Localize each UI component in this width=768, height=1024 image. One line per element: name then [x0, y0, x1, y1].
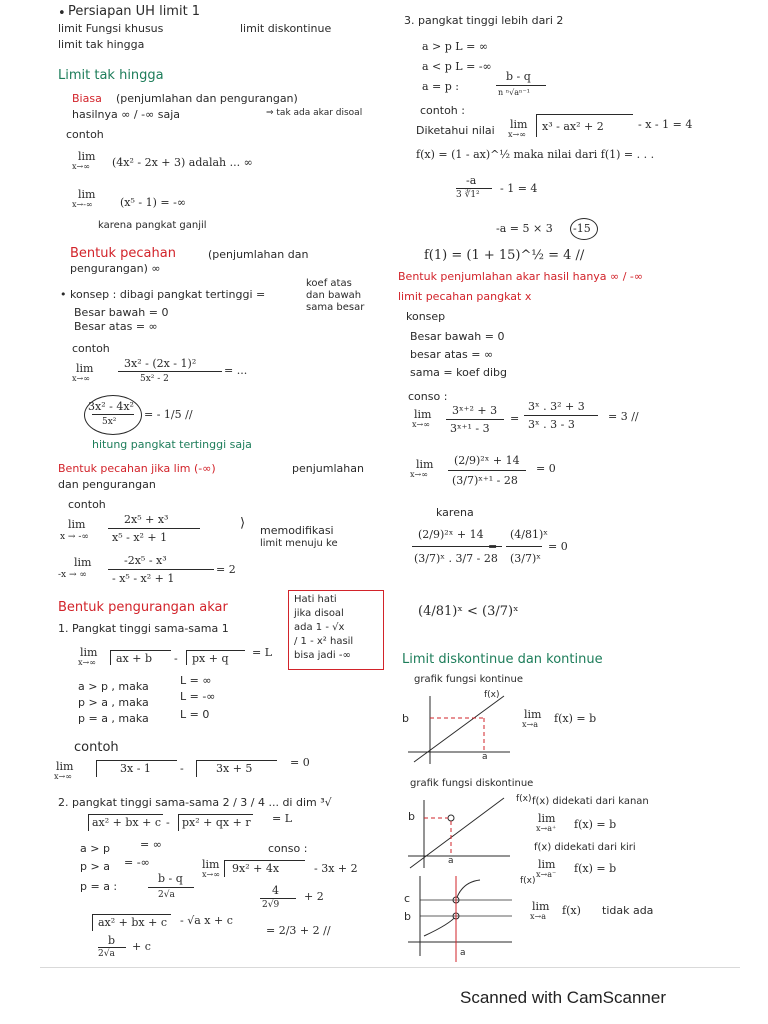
- hasilnya-text: hasilnya ∞ / -∞ saja: [72, 108, 181, 121]
- d-case-3-num: b - q: [158, 872, 183, 885]
- section-title-pangkat-x: limit pecahan pangkat x: [398, 290, 532, 303]
- w-num: -a: [466, 174, 477, 187]
- gd1-res: f(x) = b: [574, 818, 617, 831]
- d-case-3: p = a :: [80, 880, 118, 893]
- ex2-expr: (x⁵ - 1) = -∞: [120, 196, 186, 209]
- case-1-value: L = ∞: [180, 674, 212, 687]
- r2-sub: x→∞: [54, 772, 72, 781]
- e-case-3-num: b - q: [506, 70, 531, 83]
- g3-result: = 0: [548, 540, 568, 553]
- graph-disk2-c: c: [404, 892, 411, 905]
- graph-disk2-a: a: [460, 948, 466, 958]
- besar-bawah-r: Besar bawah = 0: [410, 330, 505, 343]
- w-rest: - 1 = 4: [500, 182, 538, 195]
- g3-num: (2/9)²ˣ + 14: [418, 528, 484, 541]
- ex4-num: 2x⁵ + x³: [124, 513, 169, 526]
- e-case-3: a = p :: [422, 80, 460, 93]
- besar-atas-r: besar atas = ∞: [410, 348, 494, 361]
- gd1-sub: x→a⁺: [536, 824, 557, 833]
- g3-den: (3/7)ˣ . 3/7 - 28: [414, 552, 498, 565]
- r2-a: 3x - 1: [120, 762, 151, 775]
- graph-kontinue: [400, 690, 520, 770]
- ex3-den: 5x² - 2: [140, 374, 169, 384]
- ex5-frac-bar: [108, 569, 214, 570]
- g3-den2: (3/7)ˣ: [510, 552, 541, 565]
- contoh-label: contoh: [66, 128, 104, 141]
- g1-lim: lim: [414, 408, 432, 421]
- r2-eq: = 0: [290, 756, 310, 769]
- r1-lim: lim: [80, 646, 98, 659]
- warning-line-4: / 1 - x² hasil: [294, 636, 354, 647]
- contoh-r-label: contoh :: [420, 104, 465, 117]
- sub3-title: 3. pangkat tinggi lebih dari 2: [404, 14, 564, 27]
- g3-bar2: [506, 546, 542, 547]
- graph-disk1-b: b: [408, 810, 415, 823]
- r2-lim: lim: [56, 760, 74, 773]
- gd1-text: f(x) didekati dari kanan: [532, 796, 649, 807]
- dik-lim: lim: [510, 118, 528, 131]
- konsep-text: • konsep : dibagi pangkat tertinggi =: [60, 288, 266, 301]
- d-case-3-bar: [148, 887, 194, 888]
- w3-text: f(1) = (1 + 15)^½ = 4 //: [424, 248, 585, 263]
- r1-sub: x→∞: [78, 658, 96, 667]
- r4-bar: [260, 898, 296, 899]
- r4-b: - 3x + 2: [314, 862, 358, 875]
- ex3-eq: = ...: [224, 364, 248, 377]
- warning-line-5: bisa jadi -∞: [294, 650, 351, 661]
- e-case-3-bar: [496, 85, 546, 86]
- gk-sub: x→a: [522, 720, 538, 729]
- r1-eq: = L: [252, 646, 273, 659]
- r4-sub: x→∞: [202, 870, 220, 879]
- contoh3-label: contoh: [68, 498, 106, 511]
- case-2-value: L = -∞: [180, 690, 216, 703]
- w-bar: [456, 188, 492, 189]
- sec3-desc: penjumlahan: [292, 462, 364, 475]
- r3-eq: = L: [272, 812, 293, 825]
- gd2-sub: x→a⁻: [536, 870, 557, 879]
- graph-disk-title: grafik fungsi diskontinue: [410, 778, 534, 789]
- r4-plus: + 2: [304, 890, 324, 903]
- g2-lim: lim: [416, 458, 434, 471]
- gd2-text: f(x) didekati dari kiri: [534, 842, 636, 853]
- sama-r: sama = koef dibg: [410, 366, 507, 379]
- sec3-desc-2: dan pengurangan: [58, 478, 156, 491]
- d-case-2-value: = -∞: [124, 856, 150, 869]
- ex4-frac-bar: [108, 528, 200, 529]
- g1-sub: x→∞: [412, 420, 430, 429]
- graph-disk2-fx: f(x): [520, 876, 536, 886]
- sub2-title: 2. pangkat tinggi sama-sama 2 / 3 / 4 ... di dim ³√: [58, 796, 332, 809]
- ex4-den: x⁵ - x² + 1: [112, 531, 168, 544]
- section-title-bentuk-pecahan: Bentuk pecahan: [70, 246, 176, 261]
- section-desc-1: (penjumlahan dan: [208, 248, 309, 261]
- ex5-sub: -x → ∞: [58, 570, 87, 580]
- graph-disk2-b: b: [404, 910, 411, 923]
- section-title-diskontinue: Limit diskontinue dan kontinue: [402, 652, 603, 667]
- section-title-pecahan-minus: Bentuk pecahan jika lim (-∞): [58, 462, 216, 475]
- ex3-result: = - 1/5 //: [144, 408, 193, 421]
- ex3-num: 3x² - (2x - 1)²: [124, 357, 197, 370]
- header-title: Persiapan UH limit 1: [68, 4, 201, 19]
- r5-plus: + c: [132, 940, 151, 953]
- karena-r: karena: [436, 506, 474, 519]
- w-den: 3 ∛1²: [456, 190, 480, 200]
- ex4-sub: x → -∞: [60, 532, 89, 542]
- gd2-res: f(x) = b: [574, 862, 617, 875]
- brace-icon: ⟩: [240, 516, 246, 531]
- r5-b: - √a x + c: [180, 914, 233, 927]
- graph-disk1-fx: f(x): [516, 794, 532, 804]
- r5-bar: [98, 947, 126, 948]
- dik-sub: x→∞: [508, 130, 526, 139]
- ex4-lim: lim: [68, 518, 86, 531]
- ex3-c-num: 3x² - 4x²: [88, 400, 134, 413]
- dik-rest: - x - 1 = 4: [638, 118, 693, 131]
- ex3-c-bar: [92, 414, 134, 415]
- r5-a: ax² + bx + c: [98, 916, 167, 929]
- g1-den: 3ˣ⁺¹ - 3: [450, 422, 490, 435]
- gd1-lim: lim: [538, 812, 556, 825]
- r2-b: 3x + 5: [216, 762, 253, 775]
- case-3-value: L = 0: [180, 708, 210, 721]
- ex3-c-den: 5x²: [102, 417, 117, 427]
- ex2-sub: x→-∞: [72, 200, 93, 209]
- r4-result: = 2/3 + 2 //: [266, 924, 331, 937]
- g1-bar: [446, 419, 504, 420]
- besar-bawah: Besar bawah = 0: [74, 306, 169, 319]
- gk-lim: lim: [524, 708, 542, 721]
- w2-circled: -15: [573, 222, 591, 235]
- conso-label: conso :: [268, 842, 308, 855]
- contoh2-label: contoh: [72, 342, 110, 355]
- d-case-1: a > p: [80, 842, 110, 855]
- section-desc-2: pengurangan) ∞: [70, 262, 161, 275]
- notebook-page: • Persiapan UH limit 1 limit Fungsi khusus limit diskontinue limit tak hingga Limit tak hingga Biasa (penjumlahan dan pengurangan) hasilnya ∞ / -∞ saja ⇒ tak ada akar disoal contoh lim x→∞ (4x² - 2x + 3) adalah ... ∞ lim x→-∞ (x⁵ - 1) = -∞ karena pangkat ganjil Bentuk pecahan (penjumlahan dan pengurangan) ∞ • konsep : dibagi pangkat tertinggi = koef atas dan bawah sama besar Besar bawah = 0 Besar atas = ∞ contoh lim x→∞ 3x² - (2x - 1)² 5x² - 2 = ... 3x² - 4x² 5x² = - 1/5 // hitung pangkat tertinggi saja Bentuk pecahan jika lim (-∞) penjumlahan dan pengurangan contoh lim x → -∞ 2x⁵ + x³ x⁵ - x² + 1 ⟩ memodifikasi limit menuju ke lim -x → ∞ -2x⁵ - x³ - x⁵ - x² + 1 = 2 Bentuk pengurangan akar Hati hati jika disoal ada 1 - √x / 1 - x² hasil bisa jadi -∞ 1. Pangkat tinggi sama-sama 1 lim x→∞ ax + b - px + q = L a > p , maka L = ∞ p > a , maka L = -∞ p = a , maka L = 0 contoh lim x→∞ 3x - 1 - 3x + 5 = 0 2. pangkat tinggi sama-sama 2 / 3 / 4 ... di dim ³√ ax² + bx + c - px² + qx + r = L a > p = ∞ p > a = -∞ p = a : b - q 2√a conso : lim x→∞ 9x² + 4x - 3x + 2 4 2√9 + 2 = 2/3 + 2 // ax² + bx + c - √a x + c b 2√a + c 3. pangkat tinggi lebih dari 2 a > p L = ∞ a < p L = -∞ a = p : b - q n ⁿ√aⁿ⁻¹ contoh : Diketahui nilai lim x→∞ x³ - ax² + 2 - x - 1 = 4 f(x) = (1 - ax)^½ maka nilai dari f(1) = . . . -a 3 ∛1² - 1 = 4 -a = 5 × 3 -15 f(1) = (1 + 15)^½ = 4 // Bentuk penjumlahan akar hasil hanya ∞ / -∞ limit pecahan pangkat x konsep Besar bawah = 0 besar atas = ∞ sama = koef dibg conso : lim x→∞ 3ˣ⁺² + 3 3ˣ⁺¹ - 3 = 3ˣ . 3² + 3 3ˣ . 3 - 3 = 3 // lim x→∞ (2/9)²ˣ + 14 (3/7)ˣ⁺¹ - 28 = 0 karena (2/9)²ˣ + 14 (3/7)ˣ . 3/7 - 28 = (4/81)ˣ (3/7)ˣ = 0 (4/81)ˣ < (3/7)ˣ Limit diskontinue dan kontinue grafik fungsi kontinue f(x) b a lim x→a f(x) = b grafik fungsi diskontinue f(x) b a f(x) didekati dari kanan lim x→a⁺ f(x) = b f(x) didekati dari kiri lim x→a⁻ f(x) = b f(x) c b a lim x→a f(x) tidak ada: [40, 0, 740, 968]
- r5-den: 2√a: [98, 949, 115, 959]
- gd3-text: tidak ada: [602, 904, 654, 917]
- r1-b: px + q: [192, 652, 229, 665]
- d-case-3-den: 2√a: [158, 890, 175, 900]
- g3-num2: (4/81)ˣ: [510, 528, 548, 541]
- d-case-1-value: = ∞: [140, 838, 162, 851]
- dik-root: x³ - ax² + 2: [542, 120, 604, 133]
- e-case-3-den: n ⁿ√aⁿ⁻¹: [498, 88, 530, 97]
- w2-text: -a = 5 × 3: [496, 222, 553, 235]
- ex3-lim: lim: [76, 362, 94, 375]
- header-item-3: limit tak hingga: [58, 38, 145, 51]
- g1-bar2: [524, 415, 598, 416]
- ex3-sub: x→∞: [72, 374, 90, 383]
- ex1-lim: lim: [78, 150, 96, 163]
- gd2-lim: lim: [538, 858, 556, 871]
- r5-num: b: [108, 934, 116, 947]
- memodif-note: memodifikasi: [260, 524, 334, 537]
- f-def: f(x) = (1 - ax)^½ maka nilai dari f(1) = . . .: [416, 148, 655, 161]
- d-case-2: p > a: [80, 860, 110, 873]
- g2-num: (2/9)²ˣ + 14: [454, 454, 520, 467]
- graph-diskontinue-1: [400, 794, 520, 874]
- koef-note-2: dan bawah: [306, 290, 362, 301]
- graph-kontinue-fx: f(x): [484, 690, 500, 700]
- graph-disk1-a: a: [448, 856, 454, 866]
- g1-den2: 3ˣ . 3 - 3: [528, 418, 575, 431]
- header-item-2: limit diskontinue: [240, 22, 332, 35]
- g1-num: 3ˣ⁺² + 3: [452, 404, 498, 417]
- g1-num2: 3ˣ . 3² + 3: [528, 400, 585, 413]
- g2-result: = 0: [536, 462, 556, 475]
- warning-line-3: ada 1 - √x: [294, 622, 345, 633]
- konsep-r-label: konsep: [406, 310, 446, 323]
- r3-a: ax² + bx + c: [92, 816, 161, 829]
- case-2: p > a , maka: [78, 696, 149, 709]
- section-title-pengurangan-akar: Bentuk pengurangan akar: [58, 600, 228, 615]
- r1-a: ax + b: [116, 652, 153, 665]
- case-1: a > p , maka: [78, 680, 149, 693]
- r4-a: 9x² + 4x: [232, 862, 280, 875]
- graph-kontinue-b: b: [402, 712, 409, 725]
- g1-result: = 3 //: [608, 410, 639, 423]
- gd3-lim: lim: [532, 900, 550, 913]
- g2-den: (3/7)ˣ⁺¹ - 28: [452, 474, 518, 487]
- biasa-desc: (penjumlahan dan pengurangan): [116, 92, 298, 105]
- contoh4-label: contoh: [74, 740, 119, 755]
- gk-res: f(x) = b: [554, 712, 597, 725]
- graph-kontinue-a: a: [482, 752, 488, 762]
- karena-note: karena pangkat ganjil: [98, 220, 207, 231]
- scanner-footer: Scanned with CamScanner: [460, 988, 667, 1007]
- e-case-1: a > p L = ∞: [422, 40, 488, 53]
- koef-note-3: sama besar: [306, 302, 365, 313]
- hitung-note: hitung pangkat tertinggi saja: [92, 438, 252, 451]
- r4-den: 2√9: [262, 900, 280, 910]
- gd3-sub: x→a: [530, 912, 546, 921]
- case-3: p = a , maka: [78, 712, 149, 725]
- g2-bar: [448, 470, 526, 471]
- warning-line-2: jika disoal: [294, 608, 344, 619]
- ex2-lim: lim: [78, 188, 96, 201]
- ex5-lim: lim: [74, 556, 92, 569]
- gd3-res: f(x): [562, 904, 581, 917]
- sub1-title: 1. Pangkat tinggi sama-sama 1: [58, 622, 229, 635]
- besar-atas: Besar atas = ∞: [74, 320, 158, 333]
- memodif-note-2: limit menuju ke: [260, 538, 338, 549]
- header-bullet-1: •: [58, 6, 66, 21]
- conso2-label: conso :: [408, 390, 448, 403]
- koef-note-1: koef atas: [306, 278, 352, 289]
- ex5-num: -2x⁵ - x³: [124, 554, 167, 567]
- section-title-limit-tak-hingga: Limit tak hingga: [58, 68, 164, 83]
- header-item-1: limit Fungsi khusus: [58, 22, 164, 35]
- ex5-result: = 2: [216, 563, 236, 576]
- diketahui: Diketahui nilai: [416, 124, 495, 137]
- ex3-frac-bar: [118, 371, 222, 372]
- ex1-expr: (4x² - 2x + 3) adalah ... ∞: [112, 156, 253, 169]
- r4-lim: lim: [202, 858, 220, 871]
- r3-b: px² + qx + r: [182, 816, 251, 829]
- e-case-2: a < p L = -∞: [422, 60, 492, 73]
- biasa-label: Biasa: [72, 92, 102, 105]
- ex5-den: - x⁵ - x² + 1: [112, 572, 175, 585]
- section-title-penjumlahan-akar: Bentuk penjumlahan akar hasil hanya ∞ / -∞: [398, 270, 644, 283]
- g2-sub: x→∞: [410, 470, 428, 479]
- ex1-sub: x→∞: [72, 162, 90, 171]
- tak-ada-note: ⇒ tak ada akar disoal: [266, 108, 363, 118]
- g4-text: (4/81)ˣ < (3/7)ˣ: [418, 604, 519, 619]
- graph-kontinue-title: grafik fungsi kontinue: [414, 674, 523, 685]
- r4-num: 4: [272, 884, 279, 897]
- warning-line-1: Hati hati: [294, 594, 337, 605]
